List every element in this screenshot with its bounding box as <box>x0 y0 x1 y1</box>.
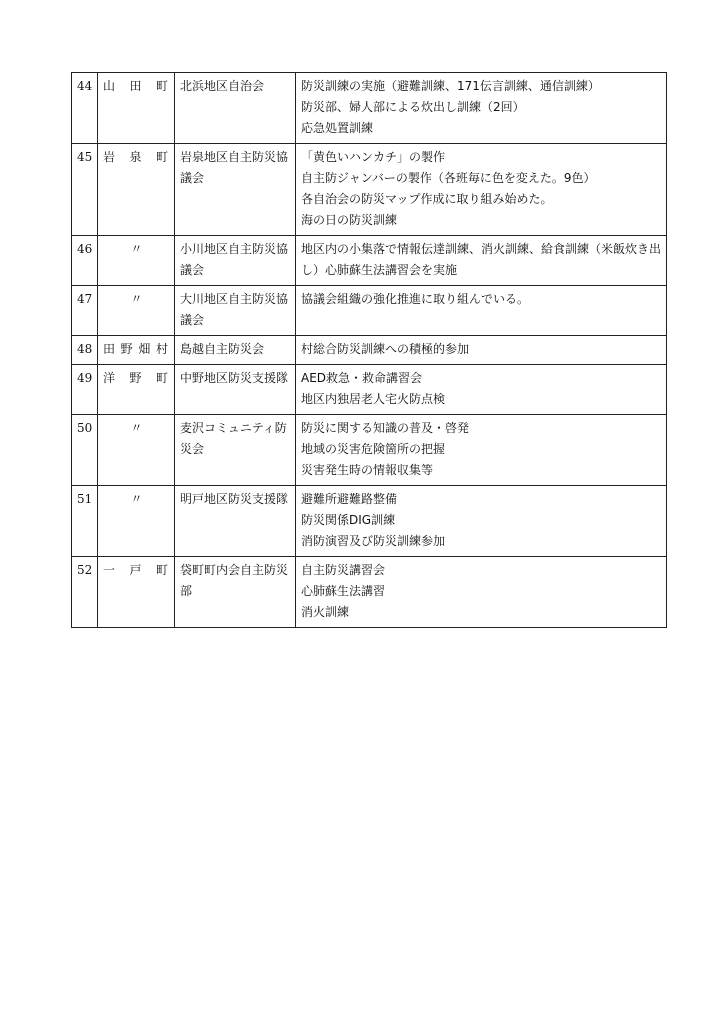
activity-item: 自主防ジャンバーの製作（各班毎に色を変えた。9色） <box>301 171 596 185</box>
activity-item: 村総合防災訓練への積極的参加 <box>301 342 470 356</box>
town-cell <box>98 365 175 415</box>
activities-cell <box>296 144 667 236</box>
activity-item: 心肺蘇生法講習 <box>301 584 386 598</box>
activities-cell <box>296 557 667 628</box>
town-name: 一 戸 町 <box>103 563 168 577</box>
ditto-mark: 〃 <box>130 492 143 506</box>
organization-name: 北浜地区自治会 <box>180 79 265 93</box>
organization-name: 明戸地区防災支援隊 <box>180 492 289 506</box>
activities-cell <box>296 286 667 336</box>
organization-cell <box>175 144 296 236</box>
activity-item: 地区内独居老人宅火防点検 <box>301 392 446 406</box>
organization-cell <box>175 365 296 415</box>
organization-cell <box>175 73 296 144</box>
activities-cell <box>296 365 667 415</box>
organization-name: 麦沢コミュニティ防災会 <box>180 421 287 456</box>
activities-cell <box>296 73 667 144</box>
activity-item: 消火訓練 <box>301 605 350 619</box>
row-number: 52 <box>72 557 98 628</box>
activity-item: 海の日の防災訓練 <box>301 213 398 227</box>
row-number: 51 <box>72 486 98 557</box>
organization-cell <box>175 557 296 628</box>
activity-item: 地域の災害危険箇所の把握 <box>301 442 446 456</box>
town-cell <box>98 144 175 236</box>
table-row <box>72 144 667 236</box>
organization-cell <box>175 486 296 557</box>
activity-item: 各自治会の防災マップ作成に取り組み始めた。 <box>301 192 553 206</box>
town-cell <box>98 557 175 628</box>
town-name: 岩 泉 町 <box>103 150 168 164</box>
activity-item: 防災訓練の実施（避難訓練、171伝言訓練、通信訓練） <box>301 79 600 93</box>
table-row <box>72 286 667 336</box>
town-cell <box>98 73 175 144</box>
ditto-mark: 〃 <box>130 242 143 256</box>
activity-item: 応急処置訓練 <box>301 121 374 135</box>
activity-item: 災害発生時の情報収集等 <box>301 463 434 477</box>
ditto-mark: 〃 <box>130 421 143 435</box>
activities-cell <box>296 336 667 365</box>
activity-item: 自主防災講習会 <box>301 563 386 577</box>
row-number: 48 <box>72 336 98 365</box>
town-cell <box>98 415 175 486</box>
activities-cell <box>296 486 667 557</box>
town-cell <box>98 486 175 557</box>
activity-item: 地区内の小集落で情報伝達訓練、消火訓練、給食訓練（米飯炊き出し）心肺蘇生法講習会を実施 <box>301 242 662 277</box>
row-number: 44 <box>72 73 98 144</box>
ditto-mark: 〃 <box>130 292 143 306</box>
activity-item: 防災部、婦人部による炊出し訓練（2回） <box>301 100 525 114</box>
town-name: 田野畑村 <box>103 342 168 356</box>
town-name: 山 田 町 <box>103 79 168 93</box>
activity-item: 避難所避難路整備 <box>301 492 398 506</box>
activity-table <box>71 72 667 628</box>
organization-name: 中野地区防災支援隊 <box>180 371 289 385</box>
table-row <box>72 415 667 486</box>
table-body <box>72 73 667 628</box>
activities-cell <box>296 236 667 286</box>
town-cell <box>98 286 175 336</box>
activity-item: AED救急・救命講習会 <box>301 371 423 385</box>
table-row <box>72 557 667 628</box>
town-cell <box>98 336 175 365</box>
organization-cell <box>175 415 296 486</box>
organization-name: 袋町町内会自主防災部 <box>180 563 289 598</box>
row-number: 46 <box>72 236 98 286</box>
row-number: 45 <box>72 144 98 236</box>
table-row <box>72 236 667 286</box>
organization-name: 岩泉地区自主防災協議会 <box>180 150 289 185</box>
table-row <box>72 73 667 144</box>
table-row <box>72 336 667 365</box>
town-cell <box>98 236 175 286</box>
activities-cell <box>296 415 667 486</box>
row-number: 49 <box>72 365 98 415</box>
activity-item: 協議会組織の強化推進に取り組んでいる。 <box>301 292 530 306</box>
organization-name: 島越自主防災会 <box>180 342 265 356</box>
activity-item: 防災に関する知識の普及・啓発 <box>301 421 470 435</box>
organization-cell <box>175 286 296 336</box>
row-number: 47 <box>72 286 98 336</box>
activity-item: 消防演習及び防災訓練参加 <box>301 534 446 548</box>
table-row <box>72 365 667 415</box>
organization-cell <box>175 336 296 365</box>
row-number: 50 <box>72 415 98 486</box>
activity-item: 「黄色いハンカチ」の製作 <box>301 150 446 164</box>
organization-name: 小川地区自主防災協議会 <box>180 242 289 277</box>
organization-cell <box>175 236 296 286</box>
table-row <box>72 486 667 557</box>
organization-name: 大川地区自主防災協議会 <box>180 292 289 327</box>
activity-item: 防災関係DIG訓練 <box>301 513 396 527</box>
town-name: 洋 野 町 <box>103 371 168 385</box>
